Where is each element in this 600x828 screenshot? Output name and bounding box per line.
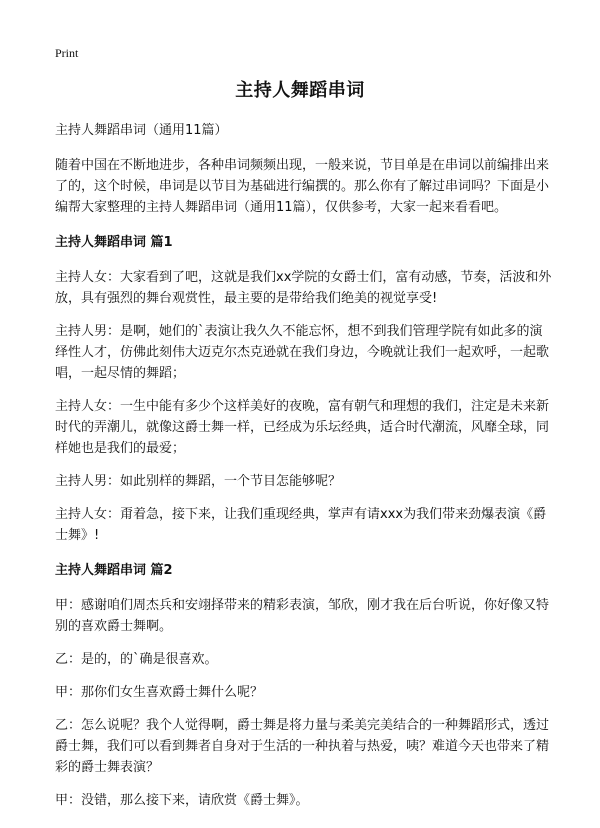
paragraph: 主持人女：一生中能有多少个这样美好的夜晚，富有朝气和理想的我们，注定是未来新时代的弄潮儿，就像这爵士舞一样，已经成为乐坛经典，适合时代潮流，风靡全球，同样她也是我们的最爱； <box>55 399 550 456</box>
page-title: 主持人舞蹈串词 <box>235 80 365 101</box>
section-heading-1: 主持人舞蹈串词 篇1 <box>55 235 173 250</box>
paragraph: 主持人男：是啊，她们的`表演让我久久不能忘怀，想不到我们管理学院有如此多的演绎性人才，仿佛此刻伟大迈克尔杰克逊就在我们身边，今晚就让我们一起欢呼，一起歌唱，一起尽情的舞蹈； <box>55 324 550 381</box>
paragraph: 甲：没错，那么接下来，请欣赏《爵士舞》。 <box>55 793 309 808</box>
intro-paragraph: 随着中国在不断地进步，各种串词频频出现，一般来说，节目单是在串词以前编排出来了的，这个时候，串词是以节目为基础进行编撰的。那么你有了解过串词吗？下面是小编帮大家整理的主持人舞蹈串词（通用11篇），仅供参考，大家一起来看看吧。 <box>55 158 550 215</box>
paragraph: 主持人女：大家看到了吧，这就是我们xx学院的女爵士们，富有动感，节奏，活波和外放，具有强烈的舞台观赏性，最主要的是带给我们绝美的视觉享受! <box>55 270 552 306</box>
paragraph: 乙：怎么说呢？我个人觉得啊，爵士舞是将力量与柔美完美结合的一种舞蹈形式，透过爵士舞，我们可以看到舞者自身对于生活的一种执着与热爱，咦？难道今天也带来了精彩的爵士舞表演？ <box>55 718 550 775</box>
print-link[interactable]: Print <box>55 46 79 60</box>
section-heading-2: 主持人舞蹈串词 篇2 <box>55 563 173 578</box>
paragraph: 主持人女：甭着急，接下来，让我们重现经典，掌声有请xxx为我们带来劲爆表演《爵士舞》! <box>55 507 547 543</box>
paragraph: 甲：那你们女生喜欢爵士舞什么呢？ <box>55 685 264 700</box>
document-body <box>55 120 555 823</box>
paragraph: 主持人男：如此别样的舞蹈，一个节目怎能够呢？ <box>55 474 342 489</box>
paragraph: 乙：是的，的`确是很喜欢。 <box>55 652 218 667</box>
document-subtitle: 主持人舞蹈串词（通用11篇） <box>55 123 228 138</box>
paragraph: 甲：感谢咱们周杰兵和安翊择带来的精彩表演，邹欣，刚才我在后台听说，你好像又特别的喜欢爵士舞啊。 <box>55 598 550 634</box>
